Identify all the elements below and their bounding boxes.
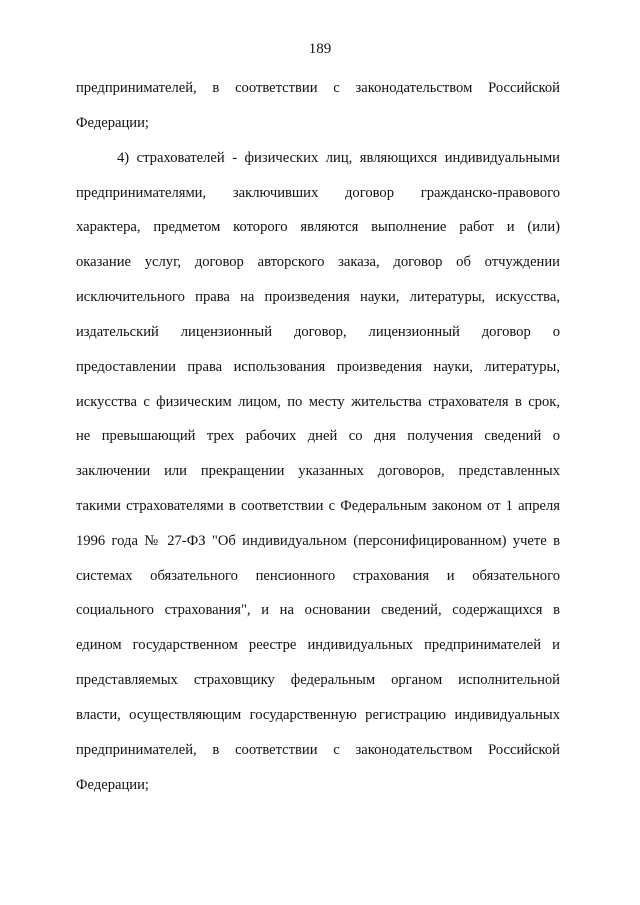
text-line: предпринимателей, в соответствии с законодательством Российской <box>76 742 560 758</box>
text-line: Федерации; <box>76 115 149 131</box>
text-line: власти, осуществляющим государственную регистрацию индивидуальных <box>76 707 560 723</box>
text-line: искусства с физическим лицом, по месту жительства страхователя в срок, <box>76 394 560 410</box>
text-line: издательский лицензионный договор, лицензионный договор о <box>76 324 560 340</box>
text-line: характера, предметом которого являются выполнение работ и (или) <box>76 219 560 235</box>
text-line: социального страхования", и на основании сведений, содержащихся в <box>76 602 560 618</box>
text-line: 1996 года № 27-ФЗ "Об индивидуальном (персонифицированном) учете в <box>76 533 560 549</box>
text-line: представляемых страховщику федеральным органом исполнительной <box>76 672 560 688</box>
text-line: заключении или прекращении указанных договоров, представленных <box>76 463 560 479</box>
text-line: оказание услуг, договор авторского заказа, договор об отчуждении <box>76 254 560 270</box>
text-line: не превышающий трех рабочих дней со дня получения сведений о <box>76 428 560 444</box>
text-line: такими страхователями в соответствии с Федеральным законом от 1 апреля <box>76 498 560 514</box>
text-line: предпринимателей, в соответствии с законодательством Российской <box>76 80 560 96</box>
text-line: едином государственном реестре индивидуальных предпринимателей и <box>76 637 560 653</box>
text-line: 4) страхователей - физических лиц, являющихся индивидуальными <box>117 150 560 166</box>
text-line: предоставлении права использования произведения науки, литературы, <box>76 359 560 375</box>
page-number: 189 <box>308 41 332 57</box>
text-line: системах обязательного пенсионного страхования и обязательного <box>76 568 560 584</box>
text-line: Федерации; <box>76 777 149 793</box>
text-line: предпринимателями, заключивших договор гражданско-правового <box>76 185 560 201</box>
text-line: исключительного права на произведения науки, литературы, искусства, <box>76 289 560 305</box>
